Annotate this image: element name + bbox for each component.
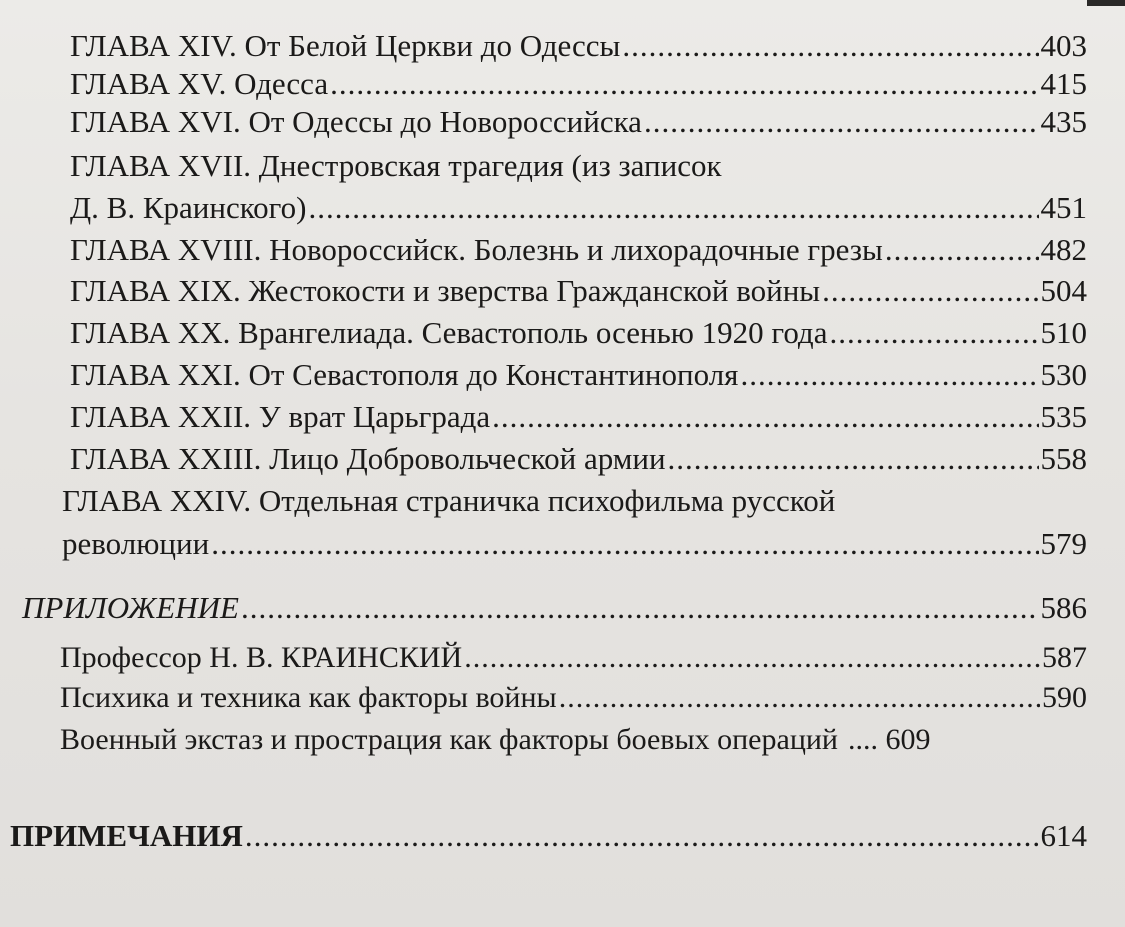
dot-leader <box>211 526 1038 562</box>
toc-entry-appendix-item-1 <box>60 640 1087 676</box>
dot-leader <box>622 28 1038 64</box>
dot-leader <box>241 590 1039 626</box>
toc-entry-chapter-19 <box>70 273 1087 309</box>
toc-entry-page: 451 <box>1040 190 1087 225</box>
toc-entry-chapter-20 <box>70 315 1087 351</box>
toc-entry-dots: .... <box>847 723 886 756</box>
toc-entry-page: 535 <box>1040 399 1087 434</box>
toc-entry-page: 586 <box>1040 590 1087 625</box>
dot-leader <box>330 66 1038 102</box>
toc-entry-title: ГЛАВА XVIII. Новороссийск. Болезнь и лихорадочные грезы <box>70 232 883 267</box>
toc-entry-title: ПРИМЕЧАНИЯ <box>10 818 243 853</box>
toc-entry-page: 504 <box>1040 273 1087 308</box>
toc-entry-page-value: 609 <box>885 723 931 756</box>
dot-leader <box>644 104 1039 140</box>
toc-entry-page: 558 <box>1040 441 1087 476</box>
toc-entry-page: 587 <box>1042 641 1087 674</box>
toc-entry-page: 590 <box>1042 681 1087 714</box>
toc-entry-title: ГЛАВА XV. Одесса <box>70 66 329 101</box>
toc-entry-chapter-18 <box>70 232 1087 268</box>
toc-entry-chapter-22 <box>70 399 1087 435</box>
toc-entry-page: 510 <box>1040 315 1087 350</box>
top-rule <box>1087 0 1125 6</box>
toc-entry-title: Профессор Н. В. КРАИНСКИЙ <box>60 641 463 674</box>
toc-entry-notes <box>10 818 1087 854</box>
dot-leader <box>822 273 1038 309</box>
toc-entry-chapter-14 <box>70 28 1087 64</box>
toc-entry-page: 482 <box>1040 232 1087 267</box>
dot-leader <box>464 640 1040 676</box>
toc-entry-chapter-17-line1: ГЛАВА XVII. Днестровская трагедия (из записок <box>70 148 722 183</box>
dot-leader <box>885 232 1039 268</box>
toc-entry-page: 614 <box>1040 818 1087 853</box>
dot-leader <box>829 315 1038 351</box>
toc-entry-chapter-24-line1: ГЛАВА XXIV. Отдельная страничка психофильма русской <box>62 483 836 518</box>
toc-entry-title: ГЛАВА XXIII. Лицо Добровольческой армии <box>70 441 666 476</box>
toc-entry-title: ГЛАВА XIV. От Белой Церкви до Одессы <box>70 28 621 63</box>
dot-leader <box>308 190 1038 226</box>
toc-entry-chapter-16 <box>70 104 1087 140</box>
toc-entry-title: Военный экстаз и прострация как факторы боевых операций <box>60 723 838 756</box>
dot-leader <box>492 399 1038 435</box>
toc-entry-chapter-23 <box>70 441 1087 477</box>
toc-entry-page: 415 <box>1040 66 1087 101</box>
toc-entry-page <box>848 722 931 758</box>
toc-entry-page: 530 <box>1040 357 1087 392</box>
toc-entry-page: 403 <box>1040 28 1087 63</box>
toc-entry-chapter-15 <box>70 66 1087 102</box>
toc-entry-title: Психика и техника как факторы войны <box>60 681 557 714</box>
toc-entry-chapter-21 <box>70 357 1087 393</box>
toc-entry-title: Д. В. Краинского) <box>70 190 307 225</box>
dot-leader <box>740 357 1038 393</box>
toc-entry-title: революции <box>62 526 210 561</box>
dot-leader <box>668 441 1039 477</box>
toc-entry-title: ГЛАВА XIX. Жестокости и зверства Гражданской войны <box>70 273 821 308</box>
toc-entry-title: ГЛАВА XVI. От Одессы до Новороссийска <box>70 104 642 139</box>
dot-leader <box>245 818 1039 854</box>
toc-entry-chapter-24 <box>62 526 1087 562</box>
toc-entry-appendix-item-2 <box>60 680 1087 716</box>
toc-entry-page: 435 <box>1040 104 1087 139</box>
toc-entry-appendix-item-3 <box>60 722 1087 758</box>
dot-leader <box>559 680 1040 716</box>
toc-entry-page: 579 <box>1040 526 1087 561</box>
toc-entry-title: ГЛАВА XXII. У врат Царьграда <box>70 399 491 434</box>
toc-entry-chapter-17 <box>70 190 1087 226</box>
toc-entry-title: ПРИЛОЖЕНИЕ <box>22 590 239 625</box>
toc-entry-title: ГЛАВА XXI. От Севастополя до Константинополя <box>70 357 739 392</box>
toc-entry-appendix <box>22 590 1087 626</box>
toc-entry-title: ГЛАВА XX. Врангелиада. Севастополь осенью 1920 года <box>70 315 828 350</box>
